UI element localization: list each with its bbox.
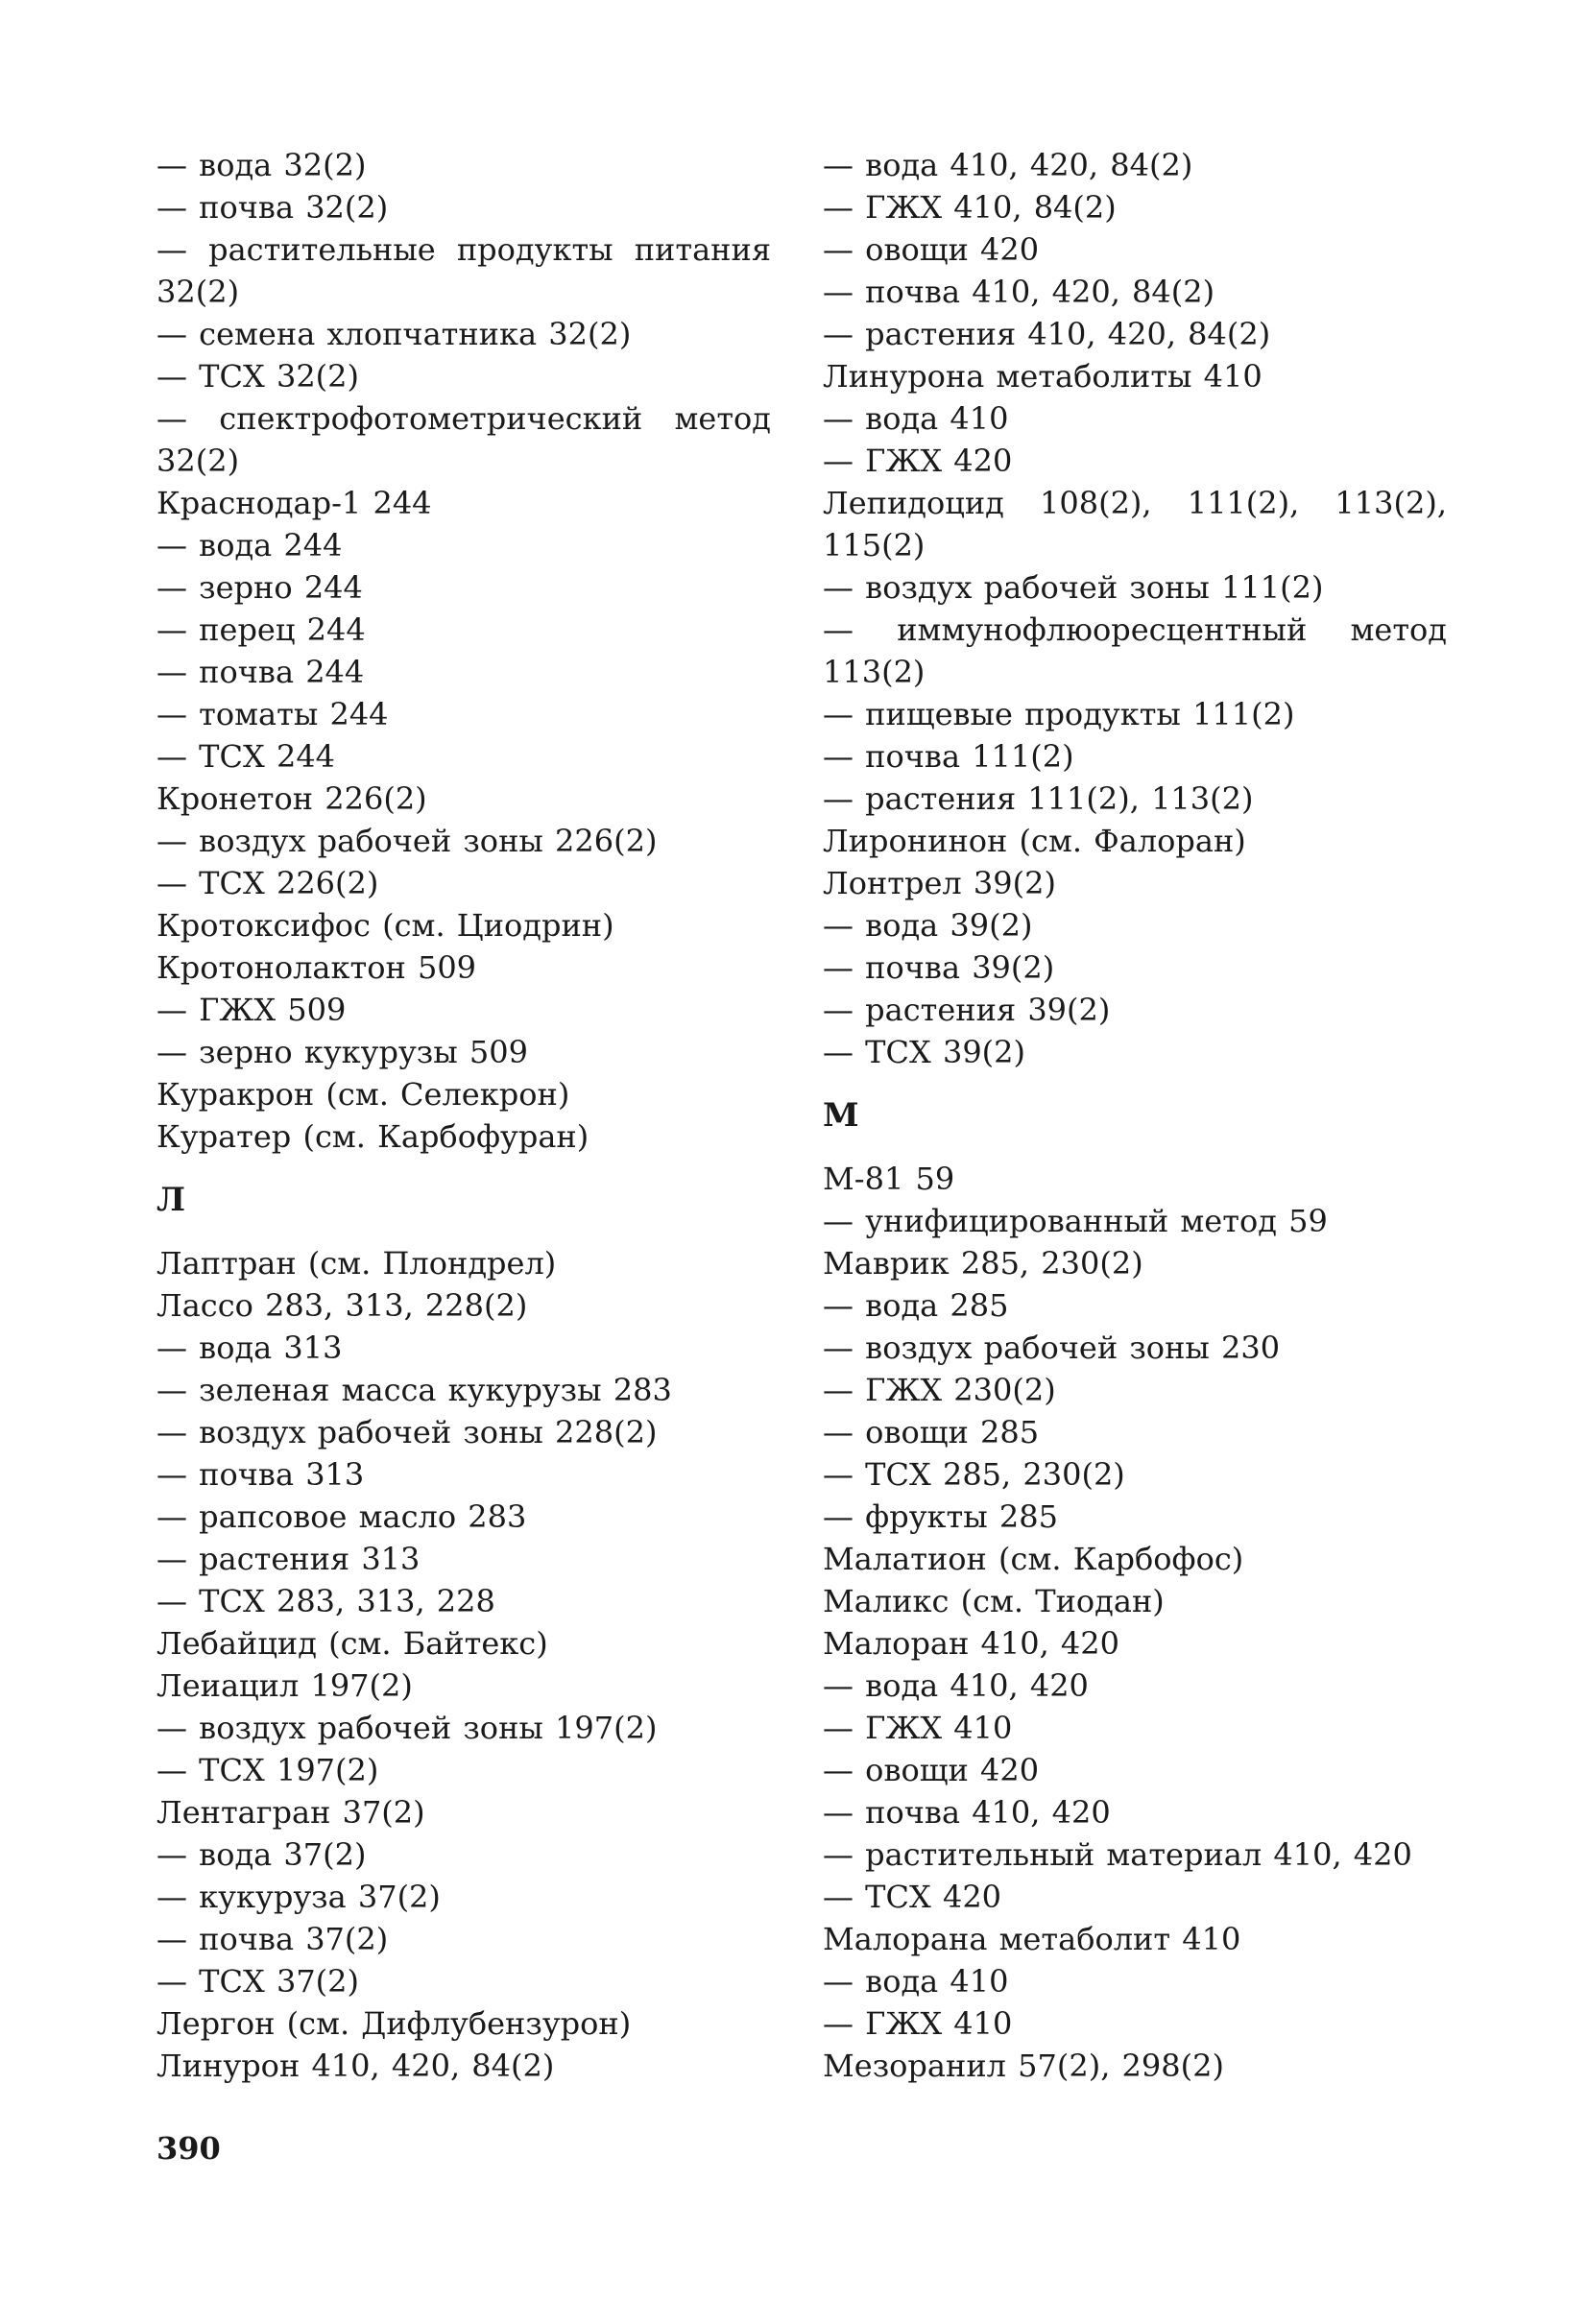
index-column-left: [156, 144, 771, 2087]
index-entry: — почва 410, 420, 84(2): [823, 274, 1215, 310]
index-entry: — спектрофотометрический метод 32(2): [156, 400, 771, 479]
index-entry: — воздух рабочей зоны 230: [823, 1330, 1281, 1366]
index-entry: — зерно 244: [156, 569, 363, 606]
index-entry: Лонтрел 39(2): [823, 865, 1056, 901]
index-entry: Линурон 410, 420, 84(2): [156, 2048, 555, 2084]
index-entry: — иммунофлюоресцентный метод 113(2): [823, 611, 1447, 690]
index-entry: Краснодар-1 244: [156, 485, 432, 521]
index-entry: — почва 32(2): [156, 189, 389, 226]
index-entry: — растения 111(2), 113(2): [823, 780, 1254, 817]
index-entry: — почва 410, 420: [823, 1794, 1111, 1831]
index-entry: — ТСХ 244: [156, 738, 336, 775]
index-entry: — ГЖХ 509: [156, 992, 347, 1028]
index-entry: Маврик 285, 230(2): [823, 1245, 1143, 1282]
index-entry: — кукуруза 37(2): [156, 1879, 441, 1915]
index-entry: Кротоксифос (см. Циодрин): [156, 907, 614, 944]
index-entry: Лергон (см. Дифлубензурон): [156, 2005, 632, 2042]
index-entry: — фрукты 285: [823, 1498, 1058, 1535]
index-entry: Малорана метаболит 410: [823, 1921, 1241, 1957]
index-entry: — почва 244: [156, 654, 365, 690]
index-entry: — ГЖХ 410: [823, 2005, 1013, 2042]
index-entry: — ГЖХ 230(2): [823, 1372, 1056, 1408]
index-entry: — вода 410, 420: [823, 1667, 1089, 1704]
index-entry: — вода 32(2): [156, 147, 367, 183]
index-entry: Куратер (см. Карбофуран): [156, 1118, 589, 1155]
index-entry: — вода 39(2): [823, 907, 1033, 944]
index-entry: — растения 39(2): [823, 992, 1111, 1028]
index-entry: Мезоранил 57(2), 298(2): [823, 2048, 1224, 2084]
index-entry: — ТСХ 226(2): [156, 865, 379, 901]
index-entry: — вода 244: [156, 527, 343, 563]
index-entry: Кротонолактон 509: [156, 949, 477, 986]
index-entry: Лаптран (см. Плондрел): [156, 1245, 557, 1282]
index-entry: — ГЖХ 420: [823, 443, 1013, 479]
index-entry: — почва 39(2): [823, 949, 1055, 986]
index-entry: — пищевые продукты 111(2): [823, 696, 1295, 732]
index-entry: — ТСХ 283, 313, 228: [156, 1583, 495, 1619]
index-entry: — растительный материал 410, 420: [823, 1836, 1412, 1873]
index-entry: — вода 313: [156, 1330, 343, 1366]
index-entry: Лиронинон (см. Фалоран): [823, 823, 1246, 859]
index-entry: — ТСХ 32(2): [156, 358, 359, 395]
index-entry: Лепидоцид 108(2), 111(2), 113(2), 115(2): [823, 485, 1447, 563]
index-entry: — ТСХ 420: [823, 1879, 1002, 1915]
index-entry: Лебайцид (см. Байтекс): [156, 1625, 548, 1662]
index-entry: — ТСХ 285, 230(2): [823, 1456, 1125, 1493]
index-entry: — овощи 285: [823, 1414, 1040, 1450]
index-entry: Куракрон (см. Селекрон): [156, 1076, 570, 1113]
index-entry: Маликс (см. Тиодан): [823, 1583, 1165, 1619]
index-entry: — томаты 244: [156, 696, 389, 732]
index-entry: Лассо 283, 313, 228(2): [156, 1287, 528, 1324]
index-entry: — воздух рабочей зоны 197(2): [156, 1710, 658, 1746]
index-entry: — ТСХ 39(2): [823, 1034, 1025, 1070]
index-entry: — вода 285: [823, 1287, 1009, 1324]
index-entry: — растительные продукты питания 32(2): [156, 231, 771, 310]
index-entry: — семена хлопчатника 32(2): [156, 316, 632, 352]
index-entry: — зеленая масса кукурузы 283: [156, 1372, 672, 1408]
index-entry: — ГЖХ 410: [823, 1710, 1013, 1746]
index-entry: Линурона метаболиты 410: [823, 358, 1262, 395]
index-entry: — вода 410: [823, 1963, 1009, 2000]
index-entry: — рапсовое масло 283: [156, 1498, 527, 1535]
index-column-right: [823, 144, 1447, 2087]
index-entry: — воздух рабочей зоны 226(2): [156, 823, 658, 859]
index-entry: — вода 410, 420, 84(2): [823, 147, 1193, 183]
index-entry: — почва 111(2): [823, 738, 1074, 775]
index-entry: — унифицированный метод 59: [823, 1203, 1328, 1239]
section-letter-heading: М: [823, 1096, 859, 1135]
index-entry: — воздух рабочей зоны 228(2): [156, 1414, 658, 1450]
index-entry: — овощи 420: [823, 1752, 1040, 1788]
index-entry: Малатион (см. Карбофос): [823, 1541, 1244, 1577]
index-entry: — растения 410, 420, 84(2): [823, 316, 1271, 352]
index-entry: — вода 410: [823, 400, 1009, 437]
page-number: 390: [156, 2130, 221, 2167]
index-entry: — вода 37(2): [156, 1836, 367, 1873]
index-entry: — ТСХ 37(2): [156, 1963, 359, 2000]
index-entry: М-81 59: [823, 1161, 955, 1197]
index-entry: — воздух рабочей зоны 111(2): [823, 569, 1324, 606]
index-entry: — почва 37(2): [156, 1921, 389, 1957]
index-entry: — овощи 420: [823, 231, 1040, 268]
index-entry: Малоран 410, 420: [823, 1625, 1119, 1662]
index-entry: — перец 244: [156, 611, 366, 648]
index-entry: — зерно кукурузы 509: [156, 1034, 528, 1070]
index-entry: Леиацил 197(2): [156, 1667, 413, 1704]
index-entry: — растения 313: [156, 1541, 421, 1577]
index-entry: — ГЖХ 410, 84(2): [823, 189, 1117, 226]
index-entry: — ТСХ 197(2): [156, 1752, 379, 1788]
index-entry: Лентагран 37(2): [156, 1794, 425, 1831]
section-letter-heading: Л: [156, 1181, 186, 1219]
index-entry: Кронетон 226(2): [156, 780, 427, 817]
index-entry: — почва 313: [156, 1456, 365, 1493]
